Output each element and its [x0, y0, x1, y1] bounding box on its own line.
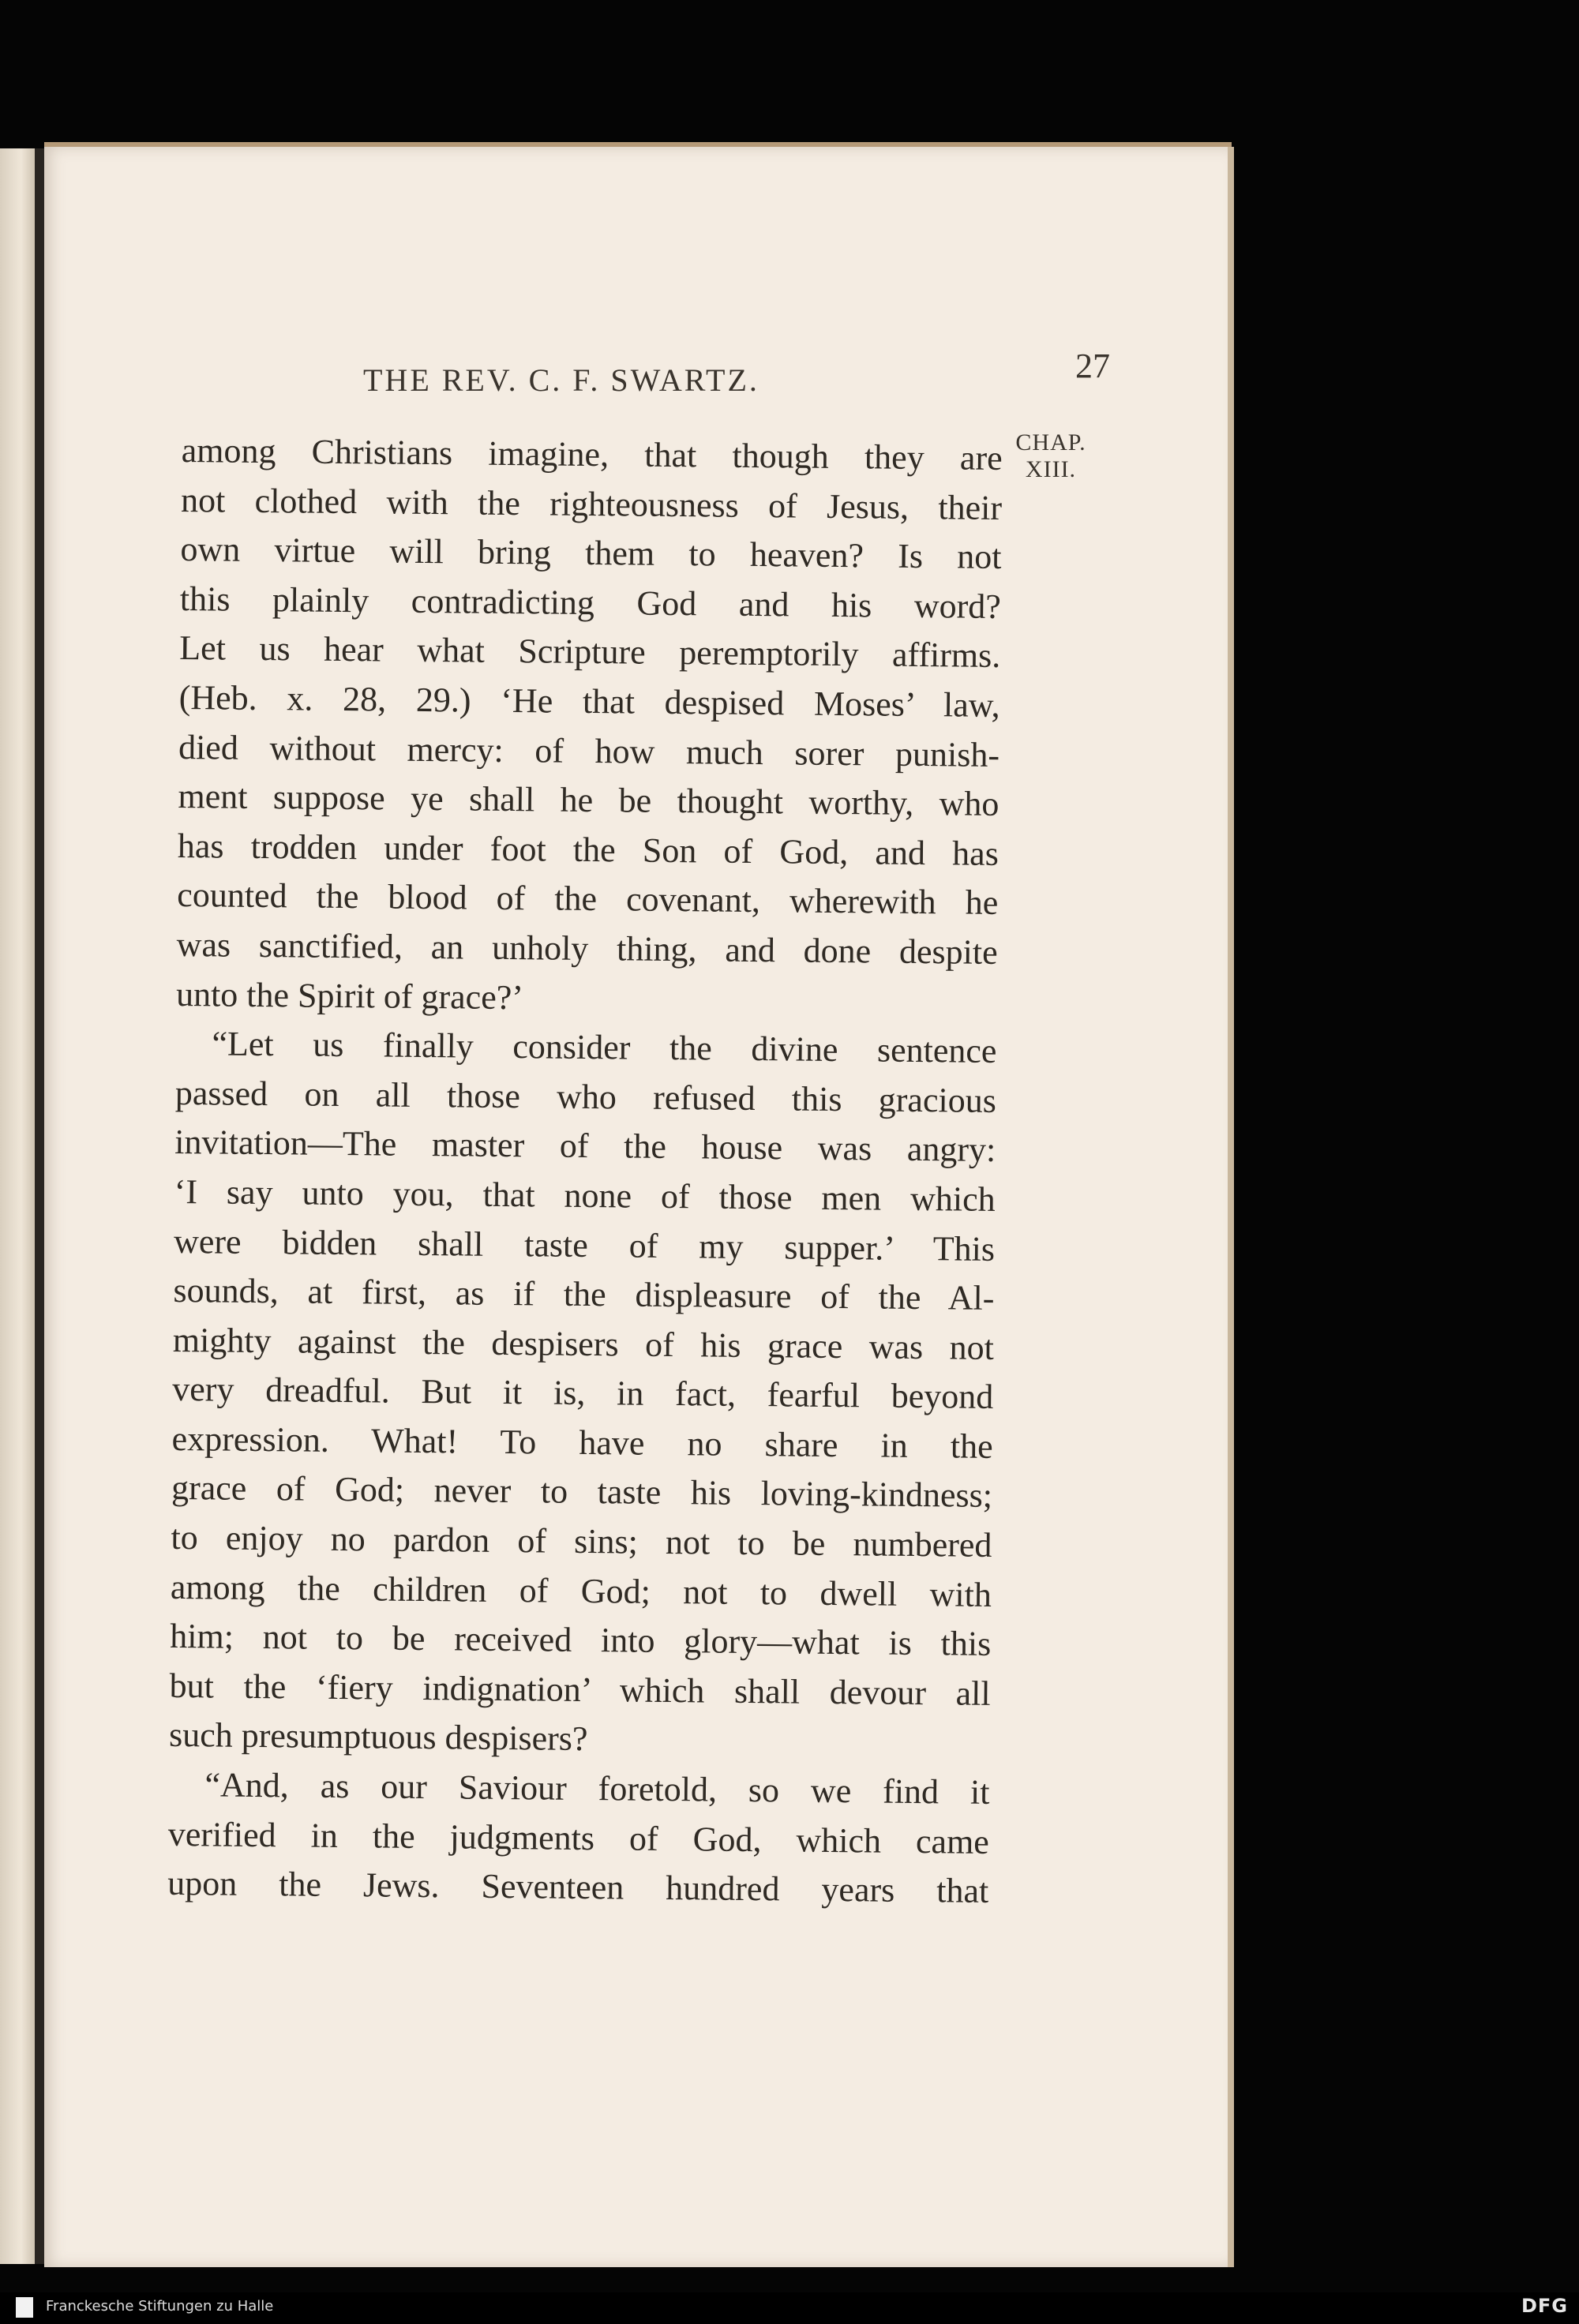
text-line: verified in the judgments of God, which came [167, 1814, 990, 1861]
text-line: such presumptuous despisers? [168, 1715, 588, 1759]
chapter-label: CHAP. [1015, 429, 1086, 455]
text-line: counted the blood of the covenant, wherewith he [177, 875, 999, 923]
text-line: upon the Jews. Seventeen hundred years that [167, 1864, 989, 1911]
text-line: him; not to be received into glory—what is this [170, 1617, 992, 1664]
text-line: grace of God; never to taste his loving-kindness; [171, 1468, 993, 1516]
text-line: to enjoy no pardon of sins; not to be numbered [171, 1517, 992, 1565]
text-line: this plainly contradicting God and his word? [179, 579, 1002, 626]
text-line: were bidden shall taste of my supper.’ This [173, 1221, 996, 1269]
text-line: not clothed with the righteousness of Jesus, their [180, 480, 1003, 527]
text-line: passed on all those who refused this gracious [174, 1073, 997, 1120]
text-line: very dreadful. But it is, in fact, fearful beyond [172, 1370, 994, 1417]
facing-page-edge [0, 148, 35, 2264]
running-head: THE REV. C. F. SWARTZ. [363, 362, 759, 398]
chapter-number: XIII. [1025, 456, 1077, 482]
text-line: sounds, at first, as if the displeasure of the Al- [173, 1271, 995, 1318]
text-line: “Let us finally consider the divine sentence [212, 1024, 997, 1071]
text-line: “And, as our Saviour foretold, so we find it [204, 1765, 990, 1812]
chapter-margin-note [1007, 429, 1094, 483]
text-line: among the children of God; not to dwell with [170, 1567, 992, 1614]
text-line: expression. What! To have no share in the [171, 1419, 993, 1466]
text-line: Let us hear what Scripture peremptorily affirms. [179, 628, 1001, 676]
text-line: unto the Spirit of grace?’ [175, 974, 524, 1017]
text-line: died without mercy: of how much sorer punish- [178, 727, 1000, 774]
text-line: among Christians imagine, that though they are [181, 430, 1003, 478]
footer-institution: Franckesche Stiftungen zu Halle [46, 2298, 274, 2315]
page-number: 27 [1075, 347, 1110, 385]
text-line: ‘I say unto you, that none of those men which [174, 1171, 996, 1219]
text-line: mighty against the despisers of his grace was not [172, 1320, 995, 1367]
text-line: was sanctified, an unholy thing, and done despite [176, 924, 998, 972]
text-line: (Heb. x. 28, 29.) ‘He that despised Moses’ law, [178, 677, 1000, 725]
text-line: invitation—The master of the house was angry: [174, 1123, 996, 1170]
dfg-logo: DFG [1521, 2295, 1568, 2317]
text-line: has trodden under foot the Son of God, and has [177, 826, 1000, 873]
text-line: own virtue will bring them to heaven? Is not [180, 530, 1002, 577]
page-right-edge [1228, 147, 1234, 2267]
body-text [167, 426, 1003, 1917]
institution-logo-icon [16, 2297, 33, 2318]
text-line: but the ‘fiery indignation’ which shall devour all [169, 1666, 991, 1713]
text-line: ment suppose ye shall he be thought worthy, who [178, 777, 1000, 824]
